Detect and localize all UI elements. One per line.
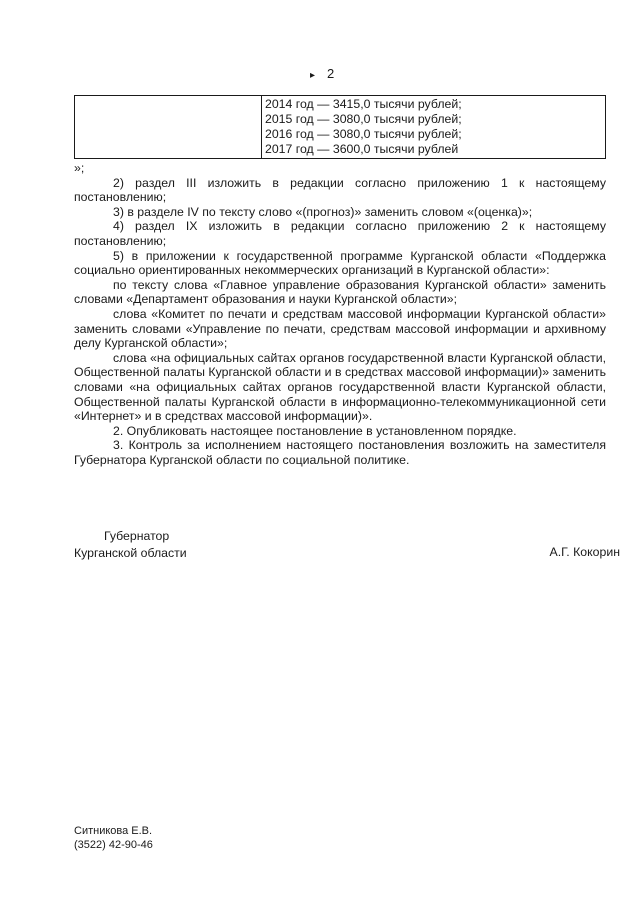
governor-title: Губернатор — [104, 529, 170, 543]
page-number-text: 2 — [327, 66, 335, 81]
paragraph-replace-education: по тексту слова «Главное управление образования Курганской области» заменить словами «Департамент образования и науки Курганской области»; — [74, 277, 606, 307]
budget-table — [74, 95, 606, 159]
table-row — [75, 96, 606, 159]
paragraph-section-4: 3) в разделе IV по тексту слово «(прогноз)» заменить словом «(оценка)»; — [113, 204, 533, 219]
budget-line-2016: 2016 год — 3080,0 тысячи рублей; — [265, 127, 462, 141]
signature-title — [74, 528, 274, 562]
closing-quote: »; — [74, 161, 85, 175]
paragraph-replace-press: слова «Комитет по печати и средствам массовой информации Курганской области» заменить словами «Управление по печати, средствам массовой информации и архивному делу Курганской области»; — [74, 306, 606, 351]
document-body — [74, 161, 606, 467]
budget-line-2017: 2017 год — 3600,0 тысячи рублей — [265, 142, 459, 156]
region-title: Курганской области — [74, 546, 187, 560]
empty-cell — [75, 96, 262, 159]
page-number — [310, 66, 370, 81]
paragraph-section-3: 2) раздел III изложить в редакции согласно приложению 1 к настоящему постановлению; — [74, 175, 606, 205]
budget-line-2014: 2014 год — 3415,0 тысячи рублей; — [265, 97, 462, 111]
executor-name: Ситникова Е.В. — [74, 825, 153, 837]
budget-values-cell — [262, 96, 606, 159]
paragraph-publish: 2. Опубликовать настоящее постановление в установленном порядке. — [113, 423, 517, 438]
paragraph-section-9: 4) раздел IX изложить в редакции согласно приложению 2 к настоящему постановлению; — [74, 219, 606, 248]
paragraph-appendix: 5) в приложении к государственной программе Курганской области «Поддержка социально ориентированных некоммерческих организаций в Курганской области»: — [74, 248, 606, 278]
arrow-mark-icon: ▸ — [310, 70, 316, 81]
paragraph-replace-websites: слова «на официальных сайтах органов государственной власти Курганской области, Общественной палаты Курганской области и в средствах массовой информации)» заменить словами «на официальных сайтах органов государственной власти Курганской области, Общественной палаты Курганской области в информационно-телекоммуникационной сети «Интернет» и в средствах массовой информации)». — [74, 350, 606, 424]
executor-phone: (3522) 42-90-46 — [74, 839, 153, 851]
budget-line-2015: 2015 год — 3080,0 тысячи рублей; — [265, 112, 462, 126]
signer-name: А.Г. Кокорин — [549, 545, 620, 559]
executor-footer — [74, 824, 274, 852]
paragraph-control: 3. Контроль за исполнением настоящего постановления возложить на заместителя Губернатора Курганской области по социальной политике. — [74, 438, 606, 467]
